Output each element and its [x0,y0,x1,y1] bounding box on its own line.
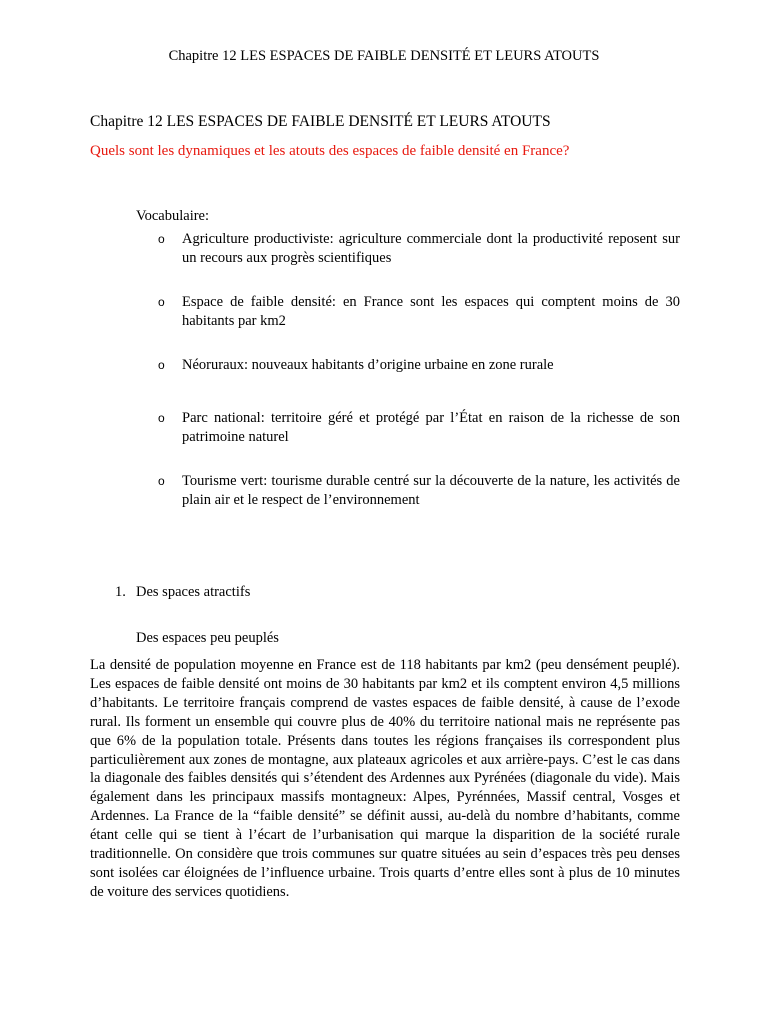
bullet-icon: o [158,358,165,372]
section-title: Des spaces atractifs [136,584,251,600]
vocabulary-item-text: Néoruraux: nouveaux habitants d’origine urbaine en zone rurale [182,357,554,373]
section-heading [115,583,250,601]
vocabulary-item [158,293,680,330]
vocabulary-title: Vocabulaire: [136,208,210,224]
vocabulary-item-text: Parc national: territoire géré et protégé par l’État en raison de la richesse de son patrimoine naturel [182,410,680,445]
bullet-icon: o [158,295,165,309]
bullet-icon: o [158,232,165,246]
vocabulary-item-text: Tourisme vert: tourisme durable centré sur la découverte de la nature, les activités de plain air et le respect de l’environnement [182,473,680,508]
subsection-heading: Des espaces peu peuplés [136,630,279,646]
vocabulary-item [158,472,680,509]
bullet-icon: o [158,474,165,488]
vocabulary-item [158,409,680,446]
section-number: 1. [115,584,126,600]
vocabulary-item [158,356,680,375]
chapter-title: Chapitre 12 LES ESPACES DE FAIBLE DENSITÉ ET LEURS ATOUTS [90,113,551,130]
vocabulary-item-text: Espace de faible densité: en France sont les espaces qui comptent moins de 30 habitants par km2 [182,294,680,329]
page-header: Chapitre 12 LES ESPACES DE FAIBLE DENSITÉ ET LEURS ATOUTS [168,48,600,64]
body-paragraph: La densité de population moyenne en France est de 118 habitants par km2 (peu densément peuplé). Les espaces de faible densité ont moins de 30 habitants par km2 et ils comptent environ 4,5 millions d’habitants. Le territoire français comprend de vastes espaces de faible densité, à cause de l’exode rural. Ils forment un ensemble qui couvre plus de 40% du territoire national mais ne représente pas que 6% de la population totale. Présents dans toutes les régions françaises ils correspondent plus particulièrement aux zones de montagne, aux plateaux agricoles et aux arrière-pays. C’est le cas dans la diagonale des faibles densités qui s’étendent des Ardennes aux Pyrénées (diagonale du vide). Mais également dans les principaux massifs montagneux: Alpes, Pyrénnées, Massif central, Vosges et Ardennes. La France de la “faible densité” se définit aussi, au-delà du nombre d’habitants, comme étant celle qui se tient à l’écart de l’urbanisation qui marque la disparition de la société rurale traditionnelle. On considère que trois communes sur quatre situées au sein d’espaces très peu denses sont isolées car éloignées de l’influence urbaine. Trois quarts d’entre elles sont à plus de 10 minutes de voiture des services quotidiens. [90,657,680,900]
bullet-icon: o [158,411,165,425]
vocabulary-item [158,230,680,267]
chapter-question: Quels sont les dynamiques et les atouts des espaces de faible densité en France? [90,143,570,159]
vocabulary-item-text: Agriculture productiviste: agriculture commerciale dont la productivité reposent sur un recours aux progrès scientifiques [182,231,680,266]
